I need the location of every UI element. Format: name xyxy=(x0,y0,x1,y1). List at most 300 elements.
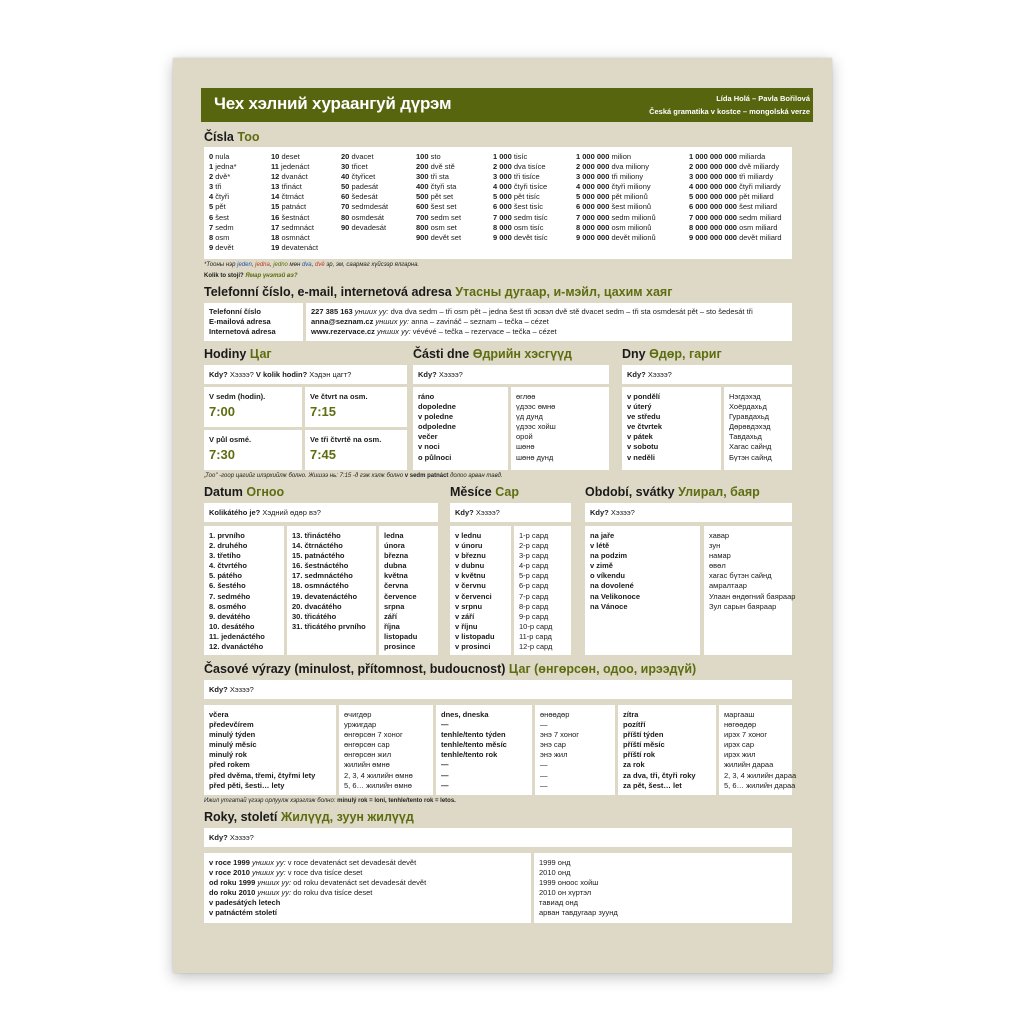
numbers-col-teens xyxy=(271,152,318,253)
number-word: osm tisíc xyxy=(513,222,544,232)
number-word: nula xyxy=(215,152,230,161)
number-row xyxy=(576,233,656,243)
example-bold: anna@seznam.cz xyxy=(311,317,374,327)
part-of-day-mn: шөнө xyxy=(516,442,535,452)
title-cz: Roky, století xyxy=(204,810,278,824)
obdobi-question xyxy=(585,503,792,522)
day-cz: v sobotu xyxy=(627,442,659,452)
day-mn: Гуравдахьд xyxy=(729,412,770,422)
number-digits: 200 xyxy=(416,162,429,172)
number-word: sedm xyxy=(215,222,234,232)
future-cz-list xyxy=(623,710,696,791)
season-cz: na jaře xyxy=(590,531,615,540)
number-digits: 3 000 000 xyxy=(576,172,610,182)
number-row xyxy=(271,233,318,243)
season-cz: v zimě xyxy=(590,561,613,571)
month-mn: 1-р сард xyxy=(519,531,549,540)
roky-question xyxy=(204,828,792,847)
present-cz-box xyxy=(436,705,532,795)
season-mn: хавар xyxy=(709,531,730,540)
number-digits: 2 000 000 xyxy=(576,162,610,172)
question-text xyxy=(209,833,254,842)
future-cz-box xyxy=(618,705,716,795)
present-expression-cz: dnes, dneska xyxy=(441,710,489,719)
number-digits: 300 xyxy=(416,172,429,182)
part-of-day-mn: өглөө xyxy=(516,392,536,401)
number-word: jedenáct xyxy=(281,162,310,172)
number-digits: 20 xyxy=(341,152,350,161)
obdobi-mn-box xyxy=(704,526,796,655)
number-word: šedesát xyxy=(351,192,378,202)
ordinal-date: 16. šestnáctého xyxy=(292,561,349,571)
season-mn: Зул сарын баяраар xyxy=(709,601,777,611)
future-expression-cz: za pět, šest… let xyxy=(623,780,682,790)
present-expression-cz: — xyxy=(441,770,449,780)
present-expression-cz: tenhle/tento týden xyxy=(441,730,506,740)
day-mn: Хоёрдахьд xyxy=(729,402,767,412)
dny-cz-box xyxy=(622,387,721,470)
section-title-cisla xyxy=(204,130,260,144)
part-of-day-cz: odpoledne xyxy=(418,422,456,432)
number-digits: 2 000 000 000 xyxy=(689,162,737,172)
q-mn: Хэзээ? xyxy=(645,370,672,379)
number-row xyxy=(271,162,318,172)
future-expression-cz: zítra xyxy=(623,710,639,719)
ordinal-date: 10. desátého xyxy=(209,621,255,631)
number-word: dvě miliardy xyxy=(739,162,780,172)
note-text: „Тоо" -гоор цагийг илэрхийлж болно. Жишээ нь: 7:15 -д гэж хэлж болно xyxy=(204,473,405,479)
ordinal-date: 20. dvacátého xyxy=(292,601,342,611)
month-cz: v květnu xyxy=(455,571,486,581)
number-row xyxy=(493,182,548,192)
month-mn: 2-р сард xyxy=(519,541,549,551)
present-mn-list xyxy=(540,710,579,791)
number-row xyxy=(416,233,461,243)
number-row xyxy=(576,223,656,233)
month-mn: 8-р сард xyxy=(519,601,549,611)
number-row xyxy=(209,192,237,202)
number-word: čtyřicet xyxy=(351,172,376,182)
ordinal-date: 17. sedmnáctého xyxy=(292,571,353,581)
datum-months-genitive xyxy=(384,531,417,652)
number-word: pět miliard xyxy=(739,192,774,202)
numbers-col-millions xyxy=(576,152,656,243)
season-mn: амралтаар xyxy=(709,581,747,591)
number-digits: 5 000 xyxy=(493,192,512,202)
title-cz: Období, svátky xyxy=(585,485,675,499)
present-expression-mn: энэ 7 хоног xyxy=(540,730,580,740)
part-of-day-mn: шөнө дунд xyxy=(516,452,554,462)
clock-time: 7:00 xyxy=(209,404,236,419)
number-row xyxy=(493,162,548,172)
number-row xyxy=(341,182,388,192)
example-hint: унших уу: xyxy=(255,878,292,888)
month-genitive: února xyxy=(384,541,405,551)
present-expression-cz: tenhle/tento měsíc xyxy=(441,740,507,750)
note-text: эр, эм, саармаг хүйсээр ялгарна. xyxy=(324,262,420,268)
clock-entry xyxy=(209,435,251,462)
numbers-col-thousands xyxy=(493,152,548,243)
past-expression-cz: minulý měsíc xyxy=(209,740,257,750)
number-digits: 4 xyxy=(209,192,214,202)
section-title-datum xyxy=(204,485,284,499)
q-cz: Kdy? xyxy=(455,508,474,517)
year-mn: 2010 онд xyxy=(539,868,571,878)
number-word: milion xyxy=(611,152,632,161)
future-expression-cz: pozítří xyxy=(623,720,646,730)
price-question-cz: Kolik to stojí? xyxy=(204,273,244,279)
clock-label: Ve čtvrt na osm. xyxy=(310,392,368,401)
future-mn-list xyxy=(724,710,796,791)
present-expression-cz: — xyxy=(441,720,449,730)
ordinal-date: 12. dvanáctého xyxy=(209,642,264,652)
title-mn: Огноо xyxy=(246,485,285,499)
title-cz: Časové výrazy (minulost, přítomnost, budoucnost) xyxy=(204,662,506,676)
example-bold: do roku 2010 xyxy=(209,888,256,898)
month-genitive: dubna xyxy=(384,561,407,571)
casti-question xyxy=(413,365,609,384)
hodiny-question xyxy=(204,365,407,384)
number-row xyxy=(416,202,461,212)
title-cz: Čísla xyxy=(204,130,234,144)
obdobi-cz-box xyxy=(585,526,700,655)
q-cz: Kdy? xyxy=(209,370,228,379)
q-mn: Хэзээ? xyxy=(608,508,635,517)
section-title-roky xyxy=(204,810,414,824)
title-mn: Утасны дугаар, и-мэйл, цахим хаяг xyxy=(455,285,673,299)
note-bold: v sedm patnáct xyxy=(404,473,449,479)
q-cz: Kdy? xyxy=(209,685,228,694)
number-row xyxy=(416,172,461,182)
number-digits: 7 000 000 000 xyxy=(689,212,737,222)
title-mn: Цаг (өнгөрсөн, одоо, ирээдүй) xyxy=(508,662,697,676)
number-row xyxy=(209,182,237,192)
day-cz: ve čtvrtek xyxy=(627,422,663,432)
number-digits: 13 xyxy=(271,182,280,192)
month-genitive: září xyxy=(384,611,397,621)
ordinal-date: 2. druhého xyxy=(209,541,248,551)
dny-mn-box xyxy=(724,387,792,470)
part-of-day-mn: үдээс хойш xyxy=(516,422,556,432)
number-row xyxy=(576,172,656,182)
day-mn: Бүтэн сайнд xyxy=(729,452,772,462)
number-word: šestnáct xyxy=(281,212,310,222)
year-mn: 2010 он хүртэл xyxy=(539,888,592,898)
number-digits: 6 xyxy=(209,212,214,222)
grammar-sheet xyxy=(173,58,832,973)
year-row xyxy=(209,908,426,918)
example-reading: vévévé – tečka – rezervace – tečka – cézet xyxy=(410,327,557,337)
number-word: šest tisíc xyxy=(513,202,544,212)
question-text xyxy=(590,508,635,517)
part-of-day-cz: o půlnoci xyxy=(418,452,452,462)
book-subtitle: Česká gramatika v kostce – mongolská verze xyxy=(649,107,810,116)
year-row xyxy=(209,878,426,888)
ordinal-date: 8. osmého xyxy=(209,601,247,611)
number-word: sedm milionů xyxy=(611,212,656,222)
section-title-hodiny xyxy=(204,347,272,361)
past-cz-list xyxy=(209,710,315,791)
number-digits: 9 000 xyxy=(493,232,512,242)
number-word: devatenáct xyxy=(281,242,319,252)
roky-mn-list xyxy=(539,858,618,919)
note-word-dva: dva xyxy=(301,262,312,268)
year-mn: тавиад онд xyxy=(539,898,579,908)
number-word: devět tisíc xyxy=(513,232,548,242)
number-row xyxy=(689,162,782,172)
number-digits: 4 000 000 000 xyxy=(689,182,737,192)
numbers-col-hundreds xyxy=(416,152,461,243)
example-bold: od roku 1999 xyxy=(209,878,256,888)
ordinal-date: 7. sedmého xyxy=(209,591,251,601)
number-digits: 3 xyxy=(209,182,214,192)
month-genitive: listopadu xyxy=(384,631,418,641)
number-word: osm set xyxy=(430,222,457,232)
ordinal-date: 18. osmnáctého xyxy=(292,581,349,591)
past-expression-mn: өнгөрсөн жил xyxy=(344,750,392,760)
number-word: čtyři miliardy xyxy=(739,182,781,192)
present-expression-cz: tenhle/tento rok xyxy=(441,750,498,760)
casove-note xyxy=(204,798,456,804)
year-mn: арван тавдугаар зуунд xyxy=(539,908,618,918)
number-row xyxy=(493,202,548,212)
part-of-day-mn: орой xyxy=(516,432,533,442)
example-hint: унших уу: xyxy=(255,888,292,898)
price-question-mn: Ямар үнэтэй вэ? xyxy=(245,273,298,279)
number-digits: 400 xyxy=(416,182,429,192)
title-cz: Části dne xyxy=(413,347,470,361)
casti-mn-box xyxy=(511,387,609,470)
month-mn: 10-р сард xyxy=(519,621,553,631)
contact-label: Telefonní číslo xyxy=(209,307,261,316)
month-mn: 6-р сард xyxy=(519,581,549,591)
present-expression-mn: — xyxy=(540,760,548,770)
mesice-cz-box xyxy=(450,526,511,655)
month-genitive: června xyxy=(384,581,409,591)
future-expression-mn: жилийн дараа xyxy=(724,760,774,770)
number-digits: 5 000 000 xyxy=(576,192,610,202)
number-word: dvě* xyxy=(215,172,231,182)
future-mn-box xyxy=(719,705,797,795)
example-bold: v padesátých letech xyxy=(209,898,281,908)
contact-examples xyxy=(306,303,792,341)
dny-question xyxy=(622,365,792,384)
number-row xyxy=(689,213,782,223)
month-mn: 9-р сард xyxy=(519,611,549,621)
number-digits: 15 xyxy=(271,202,280,212)
past-expression-mn: өчигдөр xyxy=(344,710,372,719)
note-word-jedna: jedna xyxy=(255,262,270,268)
q-cz: Kolikátého je? xyxy=(209,508,261,517)
time-note xyxy=(204,473,503,479)
month-mn: 5-р сард xyxy=(519,571,549,581)
month-mn: 11-р сард xyxy=(519,631,552,641)
future-expression-mn: ирэх сар xyxy=(724,740,755,750)
dny-mn-list xyxy=(729,392,772,463)
number-word: sedm tisíc xyxy=(513,212,548,222)
number-row xyxy=(689,223,782,233)
number-row xyxy=(209,172,237,182)
number-digits: 8 000 xyxy=(493,222,512,232)
number-row xyxy=(271,213,318,223)
season-cz: v létě xyxy=(590,541,610,551)
number-row xyxy=(341,202,388,212)
month-genitive: března xyxy=(384,551,409,561)
number-word: šest milionů xyxy=(611,202,652,212)
ordinal-date: 14. čtrnáctého xyxy=(292,541,343,551)
number-row xyxy=(576,213,656,223)
number-word: tři sta xyxy=(430,172,449,182)
day-mn: Хагас сайнд xyxy=(729,442,772,452)
number-row xyxy=(209,233,237,243)
number-row xyxy=(341,213,388,223)
number-row xyxy=(209,162,237,172)
future-expression-mn: 5, 6… жилийн дараа xyxy=(724,780,796,790)
number-row xyxy=(209,152,237,162)
number-row xyxy=(689,192,782,202)
section-title-dny xyxy=(622,347,722,361)
example-reading: anna – zavináč – seznam – tečka – cézet xyxy=(409,317,549,327)
title-mn: Сар xyxy=(495,485,519,499)
ordinal-date: 30. třicátého xyxy=(292,611,337,621)
price-question xyxy=(204,273,298,279)
q-cz: Kdy? xyxy=(627,370,646,379)
number-word: deset xyxy=(281,152,300,161)
part-of-day-cz: dopoledne xyxy=(418,402,456,412)
past-expression-cz: minulý týden xyxy=(209,730,256,740)
number-word: jedna* xyxy=(215,162,237,172)
year-row xyxy=(209,898,426,908)
number-digits: 90 xyxy=(341,222,350,232)
number-digits: 9 xyxy=(209,242,214,252)
datum-question xyxy=(204,503,438,522)
number-word: pět milionů xyxy=(611,192,648,202)
year-row xyxy=(209,858,426,868)
future-expression-cz: příští týden xyxy=(623,730,664,740)
q-cz: Kdy? xyxy=(209,833,228,842)
number-digits: 50 xyxy=(341,182,350,192)
number-digits: 3 000 xyxy=(493,172,512,182)
number-digits: 1 000 xyxy=(493,152,512,161)
number-row xyxy=(416,192,461,202)
ordinal-date: 15. patnáctého xyxy=(292,551,345,561)
contact-labels xyxy=(204,303,303,341)
year-row xyxy=(209,888,426,898)
number-word: devět miliard xyxy=(739,232,782,242)
ordinal-date: 13. třináctého xyxy=(292,531,341,540)
number-row xyxy=(689,202,782,212)
number-word: osmdesát xyxy=(351,212,384,222)
day-cz: v pondělí xyxy=(627,392,660,401)
number-word: patnáct xyxy=(281,202,307,212)
number-digits: 1 000 000 xyxy=(576,152,610,161)
number-row xyxy=(689,172,782,182)
example-bold: v roce 2010 xyxy=(209,868,250,878)
section-title-casove xyxy=(204,662,696,676)
title-cz: Datum xyxy=(204,485,243,499)
part-of-day-cz: v noci xyxy=(418,442,440,452)
day-cz: v úterý xyxy=(627,402,652,412)
example-reading: v roce devatenáct set devadesát devět xyxy=(285,858,417,867)
future-expression-cz: příští měsíc xyxy=(623,740,665,750)
title-mn: Өдөр, гариг xyxy=(649,347,722,361)
example-hint: унших уу: xyxy=(249,868,286,878)
ordinal-date: 5. pátého xyxy=(209,571,242,581)
question-text xyxy=(209,685,254,694)
title-cz: Telefonní číslo, e-mail, internetová adresa xyxy=(204,285,452,299)
number-row xyxy=(576,202,656,212)
number-digits: 14 xyxy=(271,192,280,202)
ordinal-date: 19. devatenáctého xyxy=(292,591,358,601)
number-word: třicet xyxy=(351,162,368,172)
month-cz: v září xyxy=(455,611,475,621)
q2-mn: Хэдэн цагт? xyxy=(307,370,352,379)
title-mn: Тоо xyxy=(237,130,260,144)
casti-cz-list xyxy=(418,392,456,463)
part-of-day-cz: v poledne xyxy=(418,412,454,422)
number-digits: 9 000 000 000 xyxy=(689,232,737,242)
number-word: dvě stě xyxy=(430,162,455,172)
number-word: sedmdesát xyxy=(351,202,389,212)
season-mn: зун xyxy=(709,541,721,551)
title-cz: Měsíce xyxy=(450,485,492,499)
number-digits: 80 xyxy=(341,212,350,222)
clock-label: Ve tři čtvrtě na osm. xyxy=(310,435,382,444)
number-digits: 60 xyxy=(341,192,350,202)
number-digits: 2 xyxy=(209,172,214,182)
note-bold: minulý rok = loni, tenhle/tento rok = letos. xyxy=(337,798,456,804)
number-word: šest xyxy=(215,212,230,222)
q-mn: Хэзээ? xyxy=(436,370,463,379)
number-row xyxy=(271,223,318,233)
number-row xyxy=(493,152,548,162)
day-mn: Нэгдэхэд xyxy=(729,392,761,401)
number-row xyxy=(271,152,318,162)
day-cz: ve středu xyxy=(627,412,661,422)
number-digits: 8 xyxy=(209,232,214,242)
q-cz: Kdy? xyxy=(590,508,609,517)
number-digits: 8 000 000 000 xyxy=(689,222,737,232)
month-cz: v březnu xyxy=(455,551,486,561)
question-text xyxy=(418,370,463,379)
year-mn: 1999 оноос хойш xyxy=(539,878,599,888)
example-reading: v roce dva tisíce deset xyxy=(285,868,363,878)
number-row xyxy=(341,172,388,182)
q-cz: Kdy? xyxy=(418,370,437,379)
number-row xyxy=(493,213,548,223)
number-digits: 1 xyxy=(209,162,214,172)
present-expression-cz: — xyxy=(441,760,449,770)
number-digits: 11 xyxy=(271,162,279,172)
month-cz: v lednu xyxy=(455,531,482,540)
month-genitive: července xyxy=(384,591,417,601)
day-mn: Тавдахьд xyxy=(729,432,762,442)
number-digits: 17 xyxy=(271,222,280,232)
present-expression-mn: энэ сар xyxy=(540,740,566,750)
day-mn: Дөрөвдэхэд xyxy=(729,422,771,432)
past-cz-box xyxy=(204,705,336,795)
number-row xyxy=(493,233,548,243)
past-expression-mn: өнгөрсөн 7 хоног xyxy=(344,730,403,740)
number-row xyxy=(689,233,782,243)
number-row xyxy=(416,182,461,192)
number-word: sedm set xyxy=(430,212,462,222)
month-mn: 3-р сард xyxy=(519,551,549,561)
month-cz: v listopadu xyxy=(455,631,495,641)
number-row xyxy=(209,213,237,223)
ordinal-date: 11. jedenáctého xyxy=(209,631,265,641)
example-reading: dva dva sedm – tři osm pět – jedna šest tři эсвэл dvě stě dvacet sedm – tři sta osmdesát pět – sto šedesát tři xyxy=(388,307,753,316)
